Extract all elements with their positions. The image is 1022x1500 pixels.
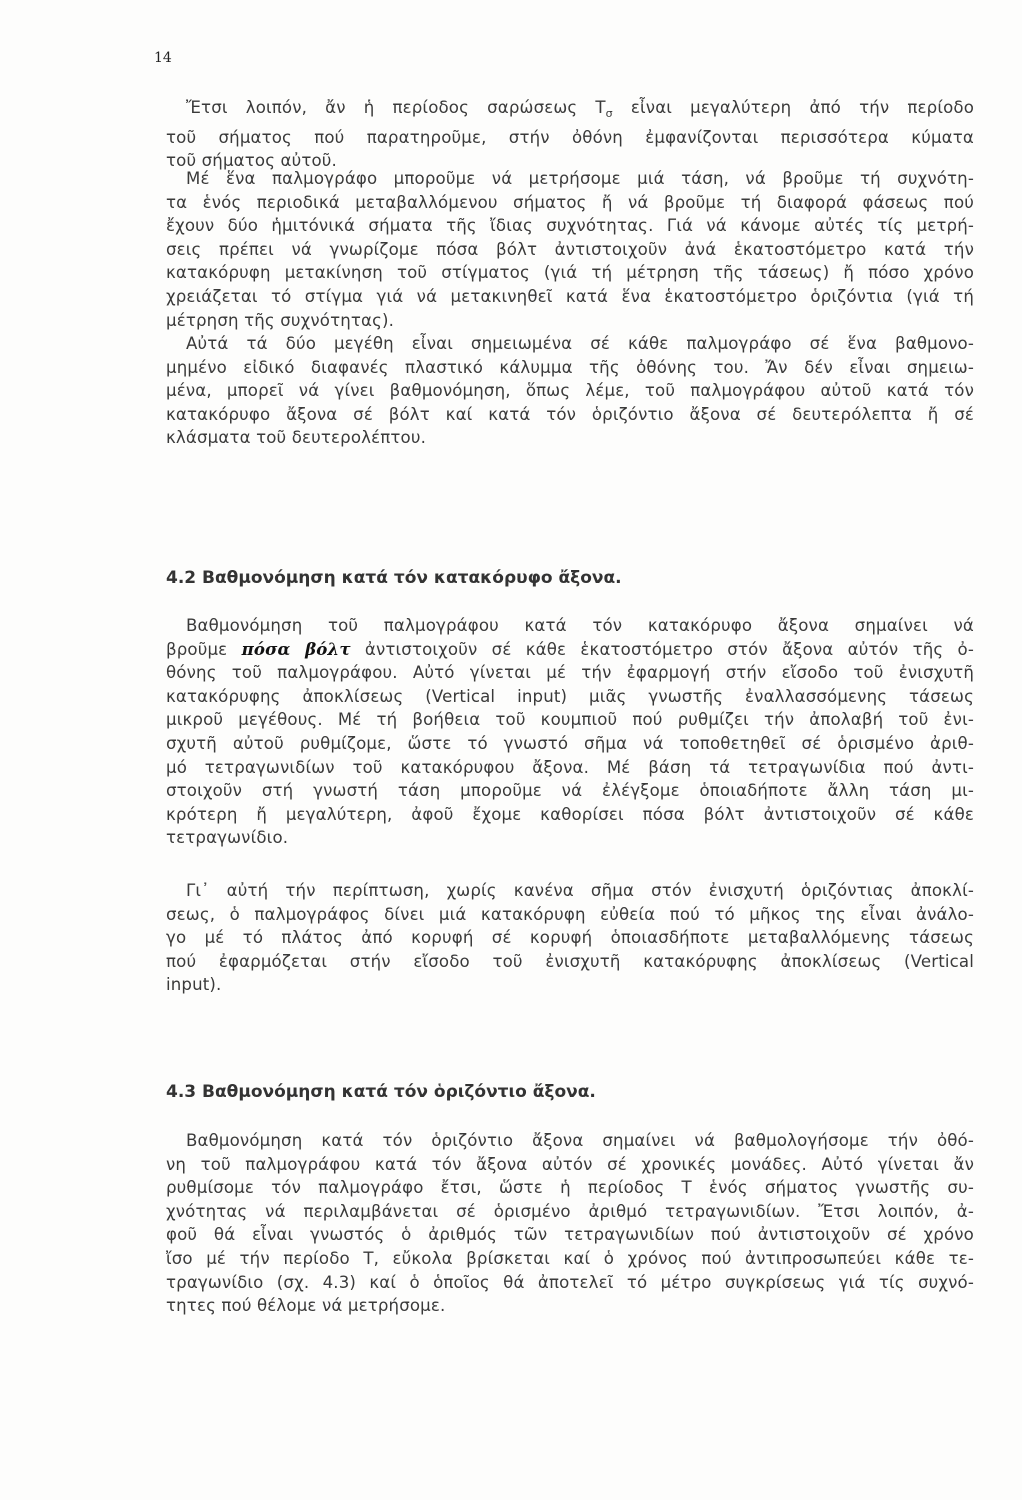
text-line: κρότερη ἤ μεγαλύτερη, ἀφοῦ ἔχομε καθορίσει πόσα βόλτ ἀντιστοιχοῦν σέ κάθε xyxy=(166,804,974,824)
paragraph-intro xyxy=(166,96,974,173)
paragraph-measurements xyxy=(166,167,974,332)
text-line: γο μέ τό πλάτος ἀπό κορυφή σέ κορυφή ὁποιασδήποτε μεταβαλλόμενης τάσεως xyxy=(166,928,974,948)
paragraph-horizontal-calibration xyxy=(166,1129,974,1318)
text-line: τοῦ σήματος πού παρατηροῦμε, στήν ὀθόνη ἐμφανίζονται περισσότερα κύματα xyxy=(166,127,974,147)
text-line: input). xyxy=(166,975,222,995)
subscript-sigma: σ xyxy=(605,107,613,120)
text-line: κλάσματα τοῦ δευτερολέπτου. xyxy=(166,428,426,448)
text-line: Μέ ἕνα παλμογράφο μποροῦμε νά μετρήσομε μιά τάση, νά βροῦμε τή συχνότη- xyxy=(186,169,974,188)
text-line: χρειάζεται τό στίγμα γιά νά μετακινηθεῖ κατά ἕνα ἑκατοστόμετρο ὁριζόντια (γιά τή xyxy=(166,286,974,306)
text-line: σεως, ὁ παλμογράφος δίνει μιά κατακόρυφη εὐθεία πού τό μῆκος της εἶναι ἀνάλο- xyxy=(166,904,974,924)
text-line: σεις πρέπει νά γνωρίζομε πόσα βόλτ ἀντιστοιχοῦν ἀνά ἑκατοστόμετρο κατά τήν xyxy=(166,239,974,259)
text-line: μό τετραγωνιδίων τοῦ κατακόρυφου ἄξονα. Μέ βάση τά τετραγωνίδια πού ἀντι- xyxy=(166,757,974,777)
text-line: πού ἐφαρμόζεται στήν εἴσοδο τοῦ ἐνισχυτῆ κατακόρυφης ἀποκλίσεως (Vertical xyxy=(166,951,974,971)
text-line: ρυθμίσομε τόν παλμογράφο ἔτσι, ὥστε ἡ περίοδος T ἑνός σήματος γνωστῆς συ- xyxy=(166,1178,974,1198)
text-line: τα ἑνός περιοδικά μεταβαλλόμενου σήματος ἤ νά βροῦμε τή διαφορά φάσεως πού xyxy=(166,192,974,212)
text-line: τοῦ σήματος αὐτοῦ. xyxy=(166,151,337,171)
text-line: κατακόρυφη μετακίνηση τοῦ στίγματος (γιά τή μέτρηση τῆς τάσεως) ἤ πόσο χρόνο xyxy=(166,263,974,283)
text-line: σχυτῆ αὐτοῦ ρυθμίζομε, ὥστε τό γνωστό σῆμα νά τοποθετηθεῖ σέ ὁρισμένο ἀριθ- xyxy=(166,733,974,753)
text-line: μέτρηση τῆς συχνότητας). xyxy=(166,310,395,330)
text-line: νη τοῦ παλμογράφου κατά τόν ἄξονα αὐτόν σέ χρονικές μονάδες. Αὐτό γίνεται ἄν xyxy=(166,1154,974,1174)
text-line: Βαθμονόμηση κατά τόν ὁριζόντιο ἄξονα σημαίνει νά βαθμολογήσομε τήν ὀθό- xyxy=(186,1131,974,1150)
text-line: κατακόρυφο ἄξονα σέ βόλτ καί κατά τόν ὁριζόντιο ἄξονα σέ δευτερόλεπτα ἤ σέ xyxy=(166,404,974,424)
text-line: Γι᾿ αὐτή τήν περίπτωση, χωρίς κανένα σῆμα στόν ἐνισχυτή ὁριζόντιας ἀποκλί- xyxy=(186,881,974,900)
paragraph-calibration xyxy=(166,332,974,450)
text-line: φοῦ θά εἶναι γνωστός ὁ ἀριθμός τῶν τετραγωνιδίων πού ἀντιστοιχοῦν σέ χρόνο xyxy=(166,1225,974,1245)
text-line: Αὐτά τά δύο μεγέθη εἶναι σημειωμένα σέ κάθε παλμογράφο σέ ἕνα βαθμονο- xyxy=(186,334,974,353)
section-heading-4-2: 4.2 Βαθμονόμηση κατά τόν κατακόρυφο ἄξονα. xyxy=(166,568,622,588)
text-line: στοιχοῦν στή γνωστή τάση μποροῦμε νά ἐλέγξομε ὁποιαδήποτε ἄλλη τάση μι- xyxy=(166,781,974,801)
text-line: βροῦμε πόσα βόλτ ἀντιστοιχοῦν σέ κάθε ἑκατοστόμετρο στόν ἄξονα αὐτόν τῆς ὀ- xyxy=(166,638,974,659)
text-line: μικροῦ μεγέθους. Μέ τή βοήθεια τοῦ κουμπιοῦ πού ρυθμίζει τήν ἀπολαβή τοῦ ἐνι- xyxy=(166,710,974,730)
text-line: μένα, μπορεῖ νά γίνει βαθμονόμηση, ὅπως λέμε, τοῦ παλμογράφου αὐτοῦ κατά τόν xyxy=(166,381,974,401)
paragraph-vertical-line xyxy=(166,879,974,997)
text-line: χνότητας νά περιλαμβάνεται σέ ὁρισμένο ἀριθμό τετραγωνιδίων. Ἔτσι λοιπόν, ἀ- xyxy=(166,1201,974,1221)
text-line: Βαθμονόμηση τοῦ παλμογράφου κατά τόν κατακόρυφο ἄξονα σημαίνει νά xyxy=(186,616,974,635)
emphasis-volts: πόσα βόλτ xyxy=(241,638,351,659)
section-heading-4-3: 4.3 Βαθμονόμηση κατά τόν ὁριζόντιο ἄξονα. xyxy=(166,1082,596,1102)
text-line: Ἔτσι λοιπόν, ἄν ἡ περίοδος σαρώσεως $T_\sigma$ εἶναι μεγαλύτερη ἀπό τήν περίοδο xyxy=(186,98,974,120)
text-line: ἴσο μέ τήν περίοδο T, εὔκολα βρίσκεται καί ὁ χρόνος πού ἀντιπροσωπεύει κάθε τε- xyxy=(166,1248,974,1268)
text-line: ἔχουν δύο ἡμιτόνικά σήματα τῆς ἴδιας συχνότητας. Γιά νά κάνομε αὐτές τίς μετρή- xyxy=(166,216,974,236)
text-line: τετραγωνίδιο. xyxy=(166,828,289,848)
text-line: τητες πού θέλομε νά μετρήσομε. xyxy=(166,1296,446,1316)
page-number: 14 xyxy=(154,50,172,66)
text-line: τραγωνίδιο (σχ. 4.3) καί ὁ ὁποῖος θά ἀποτελεῖ τό μέτρο συγκρίσεως γιά τίς συχνό- xyxy=(166,1272,974,1292)
text-line: κατακόρυφης ἀποκλίσεως (Vertical input) μιᾶς γνωστῆς ἐναλλασσόμενης τάσεως xyxy=(166,686,974,706)
text-line: μημένο εἰδικό διαφανές πλαστικό κάλυμμα τῆς ὀθόνης του. Ἄν δέν εἶναι σημειω- xyxy=(166,357,974,377)
paragraph-vertical-calibration xyxy=(166,614,974,850)
text-line: θόνης τοῦ παλμογράφου. Αὐτό γίνεται μέ τήν ἐφαρμογή στήν εἴσοδο τοῦ ἐνισχυτῆ xyxy=(166,663,974,683)
